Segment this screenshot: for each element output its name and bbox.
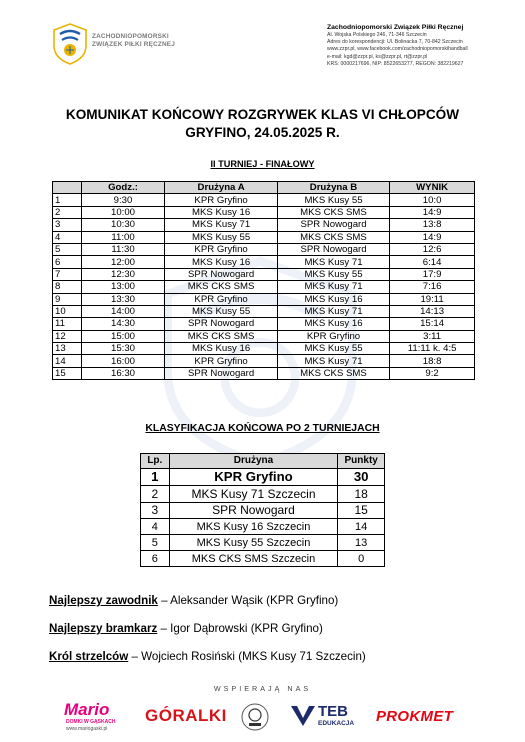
standing-place: 1	[141, 469, 170, 486]
standing-place: 2	[141, 486, 170, 503]
contact-krs: KRS: 0000217696, NIP: 8522653277, REGON: 382219627	[327, 60, 464, 67]
standing-place: 3	[141, 502, 170, 519]
match-number: 11	[53, 318, 82, 330]
sponsor-goralki-name: GÓRALKI	[145, 706, 227, 725]
page-title-line2: GRYFINO, 24.05.2025 R.	[185, 125, 340, 140]
table-row	[53, 231, 475, 243]
match-team-b: MKS Kusy 55	[277, 268, 389, 280]
match-time: 12:30	[81, 268, 165, 280]
match-result: 10:0	[390, 194, 475, 206]
table-row	[53, 367, 475, 379]
match-team-b: KPR Gryfino	[277, 330, 389, 342]
table-row	[53, 318, 475, 330]
col-number-header	[53, 182, 82, 194]
match-result: 13:8	[390, 219, 475, 231]
match-result: 9:2	[390, 367, 475, 379]
match-team-a: MKS CKS SMS	[165, 281, 277, 293]
standings-header-row	[141, 454, 385, 469]
award-top-scorer	[49, 650, 366, 663]
standing-points: 13	[338, 535, 385, 551]
match-time: 11:30	[81, 243, 165, 255]
match-team-a: KPR Gryfino	[165, 194, 277, 206]
zzpr-logo-icon	[50, 22, 90, 66]
award-label: Król strzelców	[49, 650, 129, 663]
standing-team: SPR Nowogard	[169, 502, 338, 519]
standing-team: MKS CKS SMS Szczecin	[169, 551, 338, 567]
match-result: 14:9	[390, 206, 475, 218]
match-time: 16:30	[81, 367, 165, 379]
contact-org-name: Zachodniopomorski Związek Piłki Ręcznej	[327, 24, 464, 31]
table-row	[141, 486, 385, 503]
match-team-a: MKS Kusy 16	[165, 343, 277, 355]
award-label: Najlepszy bramkarz	[49, 622, 158, 635]
col-points-header: Punkty	[338, 454, 385, 469]
match-result: 14:9	[390, 231, 475, 243]
match-result: 6:14	[390, 256, 475, 268]
sponsor-teb-name: TEB	[318, 703, 348, 720]
match-number: 8	[53, 281, 82, 293]
standing-points: 30	[338, 469, 385, 486]
table-row	[53, 355, 475, 367]
award-value: – Igor Dąbrowski (KPR Gryfino)	[157, 622, 323, 635]
match-team-b: MKS Kusy 71	[277, 256, 389, 268]
standing-place: 5	[141, 535, 170, 551]
table-row	[141, 535, 385, 551]
table-row	[53, 206, 475, 218]
match-team-b: MKS Kusy 16	[277, 293, 389, 305]
table-row	[53, 293, 475, 305]
match-time: 9:30	[81, 194, 165, 206]
sponsor-mario-sub: DOMKI W GĄSKACH	[66, 719, 116, 725]
match-team-b: MKS CKS SMS	[277, 206, 389, 218]
table-row	[53, 194, 475, 206]
table-row	[53, 343, 475, 355]
match-number: 6	[53, 256, 82, 268]
table-row	[53, 256, 475, 268]
match-team-b: MKS Kusy 55	[277, 343, 389, 355]
match-result: 15:14	[390, 318, 475, 330]
sponsor-mario-logo	[60, 700, 128, 734]
match-time: 13:00	[81, 281, 165, 293]
sponsor-mario-url: www.mariogaski.pl	[66, 726, 108, 732]
contact-address: Al. Wojska Polskiego 246, 71-346 Szczecin	[327, 32, 427, 38]
standings-table	[140, 453, 385, 567]
match-time: 10:00	[81, 206, 165, 218]
org-name	[92, 33, 175, 49]
match-time: 14:30	[81, 318, 165, 330]
contact-email[interactable]: e-mail: kgd@zzpr.pl, ks@zzpr.pl, rt@zzpr.pl	[327, 53, 428, 60]
match-team-b: MKS Kusy 71	[277, 355, 389, 367]
match-team-a: MKS Kusy 55	[165, 231, 277, 243]
match-team-b: SPR Nowogard	[277, 219, 389, 231]
contact-web[interactable]: www.zzpr.pl, www.facebook.com/zachodniopomorskihandball	[327, 46, 468, 53]
match-time: 14:00	[81, 305, 165, 317]
match-team-a: KPR Gryfino	[165, 293, 277, 305]
col-team-header: Drużyna	[169, 454, 338, 469]
match-time: 13:30	[81, 293, 165, 305]
match-team-a: MKS CKS SMS	[165, 330, 277, 342]
sponsor-badge-icon	[240, 700, 270, 734]
match-time: 11:00	[81, 231, 165, 243]
match-team-b: MKS CKS SMS	[277, 367, 389, 379]
sponsor-prokmet-name: PROKMET	[376, 708, 454, 725]
match-team-b: MKS Kusy 71	[277, 305, 389, 317]
page-title-line1: KOMUNIKAT KOŃCOWY ROZGRYWEK KLAS VI CHŁOPCÓW	[65, 107, 460, 122]
standing-points: 14	[338, 519, 385, 535]
standings-title: KLASYFIKACJA KOŃCOWA PO 2 TURNIEJACH	[145, 423, 380, 434]
match-number: 1	[53, 194, 82, 206]
match-number: 13	[53, 343, 82, 355]
match-result: 12:6	[390, 243, 475, 255]
sponsor-mario-name: Mario	[64, 700, 110, 719]
match-number: 5	[53, 243, 82, 255]
table-row	[53, 243, 475, 255]
table-row	[53, 268, 475, 280]
match-team-b: MKS Kusy 55	[277, 194, 389, 206]
standing-team: KPR Gryfino	[169, 469, 338, 486]
match-team-a: KPR Gryfino	[165, 243, 277, 255]
match-number: 7	[53, 268, 82, 280]
col-place-header: Lp.	[141, 454, 170, 469]
match-number: 10	[53, 305, 82, 317]
match-number: 14	[53, 355, 82, 367]
teb-mark-icon	[290, 704, 316, 728]
table-row	[141, 551, 385, 567]
match-number: 15	[53, 367, 82, 379]
table-row	[53, 330, 475, 342]
match-number: 2	[53, 206, 82, 218]
standing-team: MKS Kusy 55 Szczecin	[169, 535, 338, 551]
match-result: 3:11	[390, 330, 475, 342]
match-result: 19:11	[390, 293, 475, 305]
matches-header-row	[53, 182, 475, 194]
match-time: 10:30	[81, 219, 165, 231]
match-number: 9	[53, 293, 82, 305]
match-team-a: SPR Nowogard	[165, 367, 277, 379]
match-time: 15:00	[81, 330, 165, 342]
match-team-a: MKS Kusy 16	[165, 256, 277, 268]
match-team-b: MKS Kusy 71	[277, 281, 389, 293]
match-team-a: MKS Kusy 55	[165, 305, 277, 317]
match-number: 12	[53, 330, 82, 342]
match-time: 12:00	[81, 256, 165, 268]
match-time: 15:30	[81, 343, 165, 355]
match-result: 7:16	[390, 281, 475, 293]
sponsor-goralki-logo	[145, 700, 227, 734]
match-team-a: KPR Gryfino	[165, 355, 277, 367]
col-team-a-header: Drużyna A	[165, 182, 277, 194]
match-team-b: MKS CKS SMS	[277, 231, 389, 243]
match-team-a: MKS Kusy 16	[165, 206, 277, 218]
org-name-line1: ZACHODNIOPOMORSKI	[92, 33, 169, 40]
col-result-header: WYNIK	[390, 182, 475, 194]
table-row	[141, 519, 385, 535]
match-result: 11:11 k. 4:5	[390, 343, 475, 355]
match-team-a: MKS Kusy 71	[165, 219, 277, 231]
standing-place: 6	[141, 551, 170, 567]
col-time-header: Godz.:	[81, 182, 165, 194]
match-number: 3	[53, 219, 82, 231]
standing-team: MKS Kusy 71 Szczecin	[169, 486, 338, 503]
table-row	[53, 219, 475, 231]
standing-place: 4	[141, 519, 170, 535]
table-row	[53, 305, 475, 317]
award-best-goalkeeper	[49, 622, 323, 635]
sponsor-teb-sub: EDUKACJA	[318, 720, 355, 727]
match-team-b: MKS Kusy 16	[277, 318, 389, 330]
standing-team: MKS Kusy 16 Szczecin	[169, 519, 338, 535]
match-team-a: SPR Nowogard	[165, 318, 277, 330]
col-team-b-header: Drużyna B	[277, 182, 389, 194]
match-result: 14:13	[390, 305, 475, 317]
match-result: 18:8	[390, 355, 475, 367]
org-name-line2: ZWIĄZEK PIŁKI RĘCZNEJ	[92, 41, 176, 48]
match-time: 16:00	[81, 355, 165, 367]
header-contact	[327, 23, 517, 68]
tournament-title: II TURNIEJ - FINAŁOWY	[210, 159, 315, 169]
standing-points: 15	[338, 502, 385, 519]
award-best-player	[49, 594, 338, 607]
matches-table	[52, 181, 475, 380]
table-row	[53, 281, 475, 293]
contact-correspondence: Adres do korespondencji: Ul. Bolinacka 7, 70-842 Szczecin	[327, 39, 463, 46]
match-team-b: SPR Nowogard	[277, 243, 389, 255]
award-value: – Wojciech Rosiński (MKS Kusy 71 Szczecin)	[128, 650, 366, 663]
standing-points: 0	[338, 551, 385, 567]
table-row	[141, 469, 385, 486]
award-value: – Aleksander Wąsik (KPR Gryfino)	[157, 594, 339, 607]
match-result: 17:9	[390, 268, 475, 280]
sponsors-title: WSPIERAJĄ NAS	[213, 684, 312, 693]
award-label: Najlepszy zawodnik	[49, 594, 158, 607]
sponsor-prokmet-logo	[376, 700, 466, 734]
match-team-a: SPR Nowogard	[165, 268, 277, 280]
standing-points: 18	[338, 486, 385, 503]
match-number: 4	[53, 231, 82, 243]
table-row	[141, 502, 385, 519]
sponsor-teb-logo	[290, 700, 360, 734]
